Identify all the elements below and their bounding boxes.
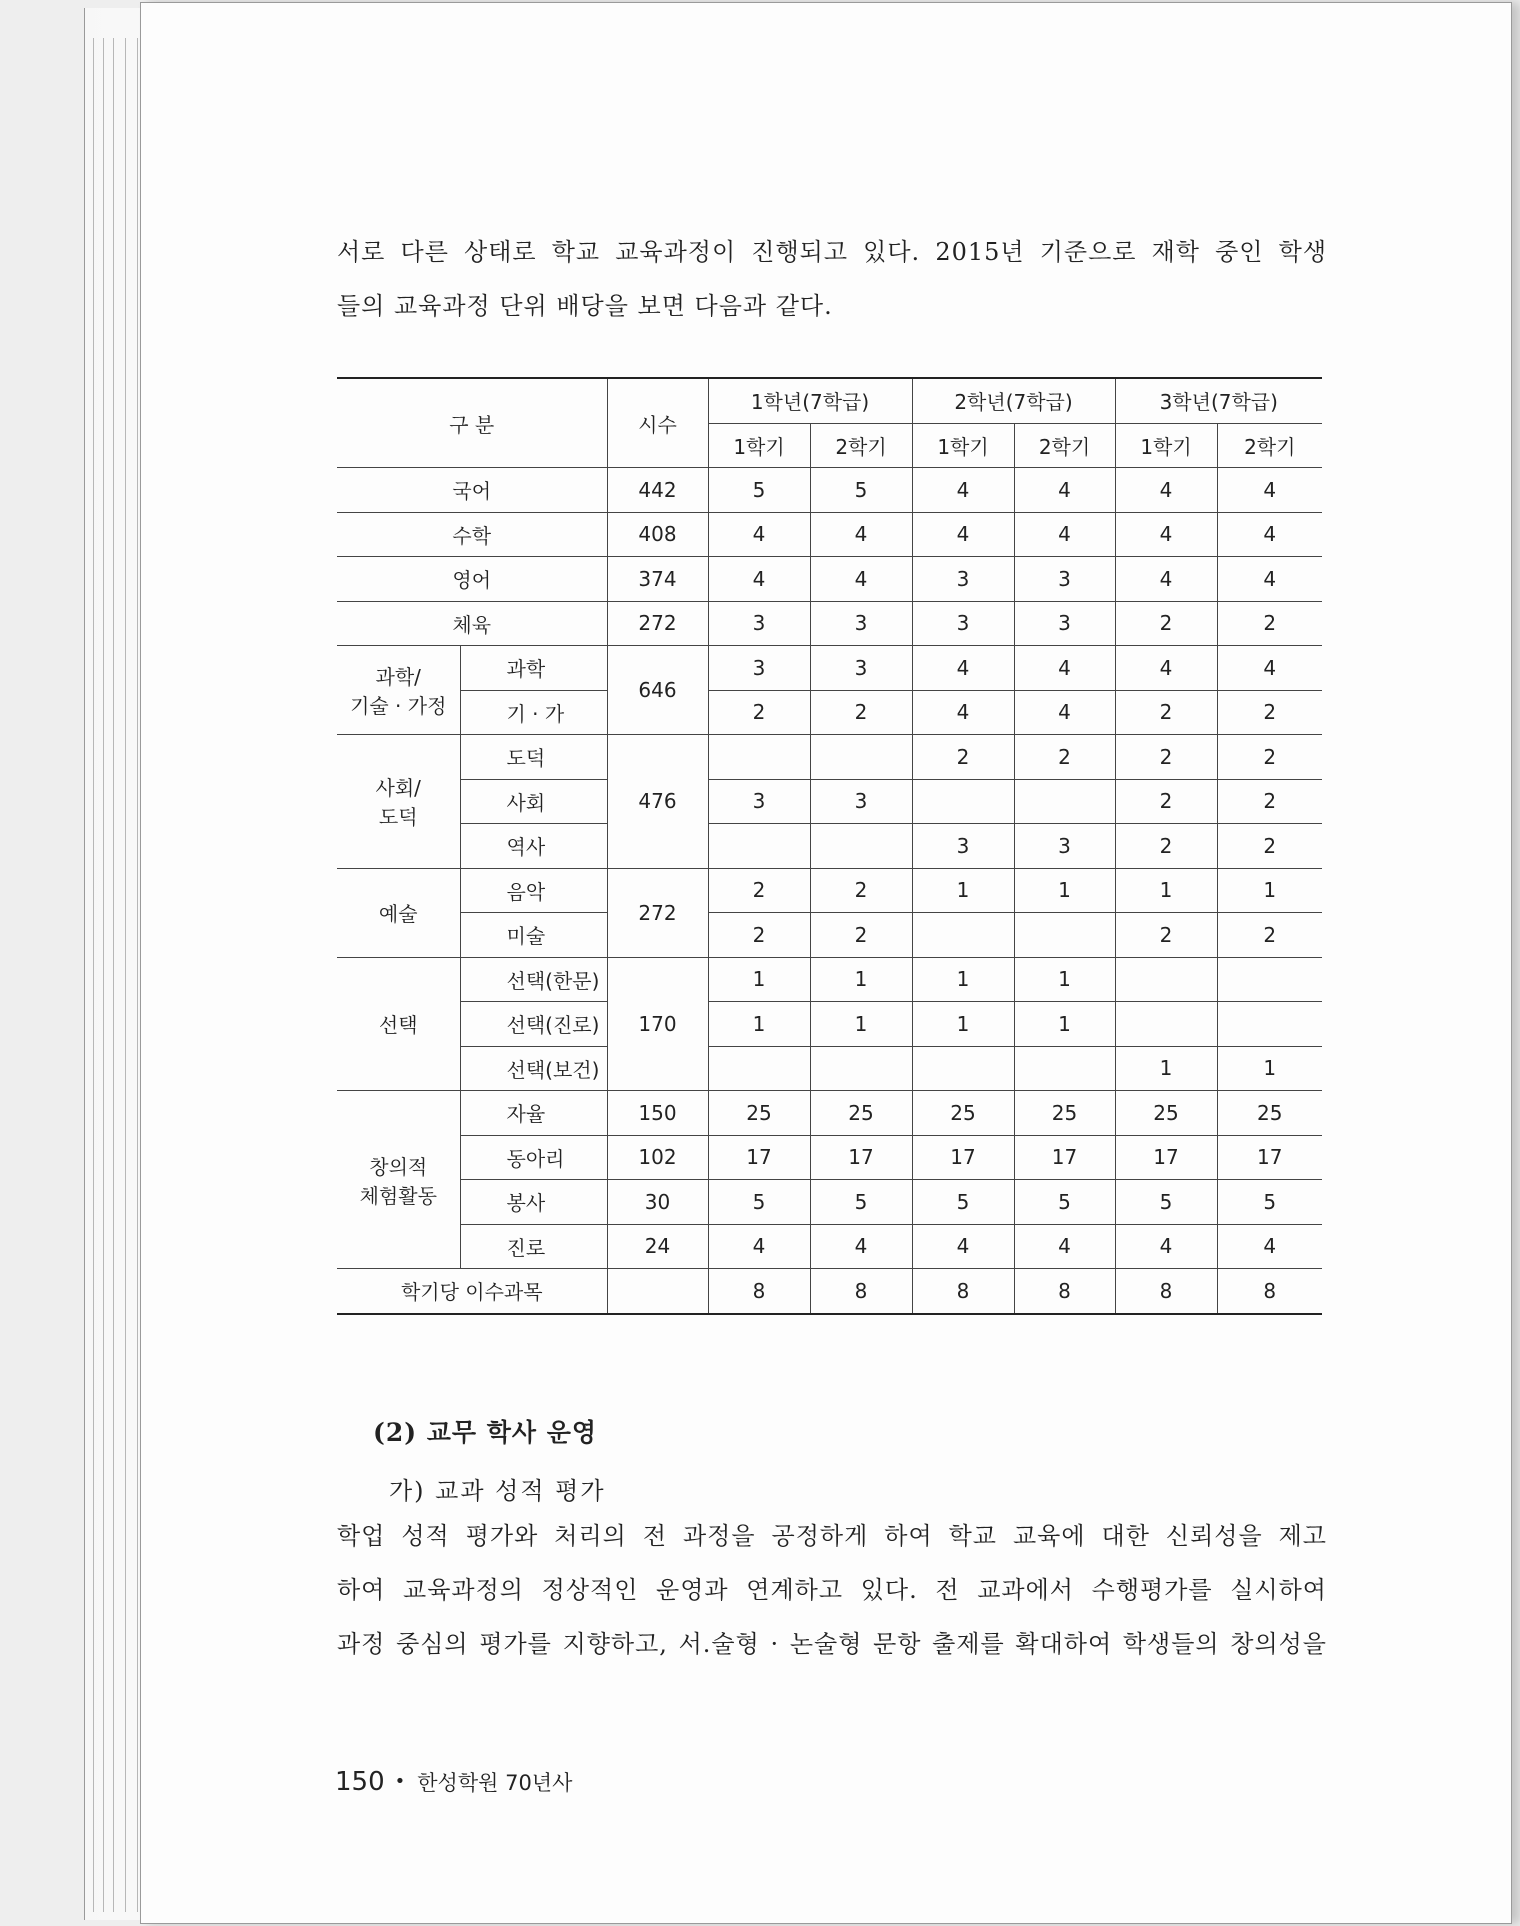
table-cell: 1	[1115, 1046, 1217, 1091]
hours-cell: 170	[607, 957, 708, 1091]
hours-cell: 442	[607, 468, 708, 513]
header-grade: 1학년(7학급)	[708, 378, 912, 423]
table-row	[337, 378, 1322, 423]
table-cell: 2	[1115, 690, 1217, 735]
table-cell: 1	[912, 1002, 1014, 1047]
table-cell: 25	[1115, 1091, 1217, 1136]
table-cell	[1217, 1002, 1322, 1047]
table-cell: 1	[912, 957, 1014, 1002]
table-cell: 2	[1217, 690, 1322, 735]
table-cell	[708, 1046, 810, 1091]
table-cell: 2	[1217, 824, 1322, 869]
table-cell: 3	[1014, 601, 1115, 646]
table-row	[337, 779, 1322, 824]
subject-cell: 동아리	[460, 1135, 607, 1180]
table-row	[337, 690, 1322, 735]
hours-cell: 272	[607, 868, 708, 957]
group-cell: 사회/ 도덕	[337, 735, 460, 869]
subject-cell: 미술	[460, 913, 607, 958]
table-cell: 3	[1014, 557, 1115, 602]
table-cell: 4	[1217, 1224, 1322, 1269]
subject-cell: 역사	[460, 824, 607, 869]
table-cell: 4	[708, 512, 810, 557]
table-cell: 8	[1014, 1269, 1115, 1314]
sub-heading: 가) 교과 성적 평가	[389, 1477, 606, 1505]
table-row	[337, 601, 1322, 646]
table-cell	[912, 913, 1014, 958]
table-cell	[912, 779, 1014, 824]
table-row	[337, 468, 1322, 513]
intro-paragraph	[337, 225, 1327, 333]
page-number: 150	[335, 1767, 385, 1797]
table-cell	[1014, 913, 1115, 958]
intro-line: 서로 다른 상태로 학교 교육과정이 진행되고 있다. 2015년 기준으로 재학 중인 학생	[337, 238, 1327, 266]
header-hours: 시수	[607, 378, 708, 468]
table-cell: 1	[1217, 868, 1322, 913]
header-category: 구 분	[337, 378, 607, 468]
table-cell	[1014, 779, 1115, 824]
hours-cell: 374	[607, 557, 708, 602]
group-cell: 과학/ 기술 · 가정	[337, 646, 460, 735]
table-cell: 4	[1014, 646, 1115, 691]
table-cell: 2	[1115, 601, 1217, 646]
table-cell: 5	[708, 468, 810, 513]
table-row	[337, 1269, 1322, 1314]
table-cell: 1	[1115, 868, 1217, 913]
table-cell: 2	[708, 690, 810, 735]
table-cell: 1	[1217, 1046, 1322, 1091]
hours-cell: 30	[607, 1180, 708, 1225]
table-cell: 17	[912, 1135, 1014, 1180]
header-term: 1학기	[708, 423, 810, 468]
intro-line: 들의 교육과정 단위 배당을 보면 다음과 같다.	[337, 292, 833, 320]
table-cell: 4	[912, 1224, 1014, 1269]
table-cell	[810, 824, 912, 869]
subject-cell: 수학	[337, 512, 607, 557]
table-cell: 5	[810, 468, 912, 513]
table-row	[337, 646, 1322, 691]
table-cell: 2	[1115, 735, 1217, 780]
table-cell: 2	[1217, 913, 1322, 958]
table-cell: 1	[810, 1002, 912, 1047]
table-cell: 4	[1014, 512, 1115, 557]
table-row	[337, 735, 1322, 780]
body-line: 학업 성적 평가와 처리의 전 과정을 공정하게 하여 학교 교육에 대한 신뢰성을 제고	[337, 1522, 1327, 1550]
body-paragraph	[337, 1509, 1327, 1671]
table-cell: 1	[708, 1002, 810, 1047]
page-footer	[335, 1767, 572, 1797]
table-cell: 17	[708, 1135, 810, 1180]
table-cell: 1	[912, 868, 1014, 913]
table-cell: 4	[1115, 557, 1217, 602]
subject-cell: 기 · 가	[460, 690, 607, 735]
table-cell: 25	[708, 1091, 810, 1136]
table-cell: 3	[912, 601, 1014, 646]
subject-cell: 사회	[460, 779, 607, 824]
table-cell: 17	[1014, 1135, 1115, 1180]
subject-cell: 과학	[460, 646, 607, 691]
table-cell: 2	[1217, 601, 1322, 646]
table-cell: 3	[912, 824, 1014, 869]
hours-cell: 272	[607, 601, 708, 646]
table-cell: 3	[708, 646, 810, 691]
subject-cell: 음악	[460, 868, 607, 913]
table-cell: 4	[912, 646, 1014, 691]
table-row	[337, 1180, 1322, 1225]
table-row	[337, 557, 1322, 602]
table-cell	[810, 735, 912, 780]
group-cell: 예술	[337, 868, 460, 957]
table-row	[337, 868, 1322, 913]
table-cell: 1	[1014, 957, 1115, 1002]
table-cell: 4	[810, 557, 912, 602]
table-cell: 2	[708, 868, 810, 913]
table-cell: 4	[1217, 557, 1322, 602]
curriculum-table	[337, 377, 1322, 1315]
subject-cell: 도덕	[460, 735, 607, 780]
header-grade: 3학년(7학급)	[1115, 378, 1322, 423]
table-cell: 8	[1217, 1269, 1322, 1314]
table-cell: 2	[810, 913, 912, 958]
table-cell: 5	[708, 1180, 810, 1225]
table-cell: 4	[1115, 646, 1217, 691]
separator-dot: •	[394, 1771, 406, 1792]
table-cell: 3	[810, 779, 912, 824]
table-cell: 4	[1014, 690, 1115, 735]
subject-cell: 자율	[460, 1091, 607, 1136]
table-cell: 1	[708, 957, 810, 1002]
hours-cell: 150	[607, 1091, 708, 1136]
table-cell: 4	[810, 1224, 912, 1269]
table-cell: 2	[810, 690, 912, 735]
body-line: 하여 교육과정의 정상적인 운영과 연계하고 있다. 전 교과에서 수행평가를 실시하여	[337, 1576, 1327, 1604]
table-cell: 4	[1217, 468, 1322, 513]
table-cell: 4	[912, 690, 1014, 735]
table-cell: 4	[810, 512, 912, 557]
table-cell: 5	[912, 1180, 1014, 1225]
hours-cell: 102	[607, 1135, 708, 1180]
table-cell: 5	[1115, 1180, 1217, 1225]
subject-cell: 진로	[460, 1224, 607, 1269]
table-row	[337, 1002, 1322, 1047]
table-row	[337, 1091, 1322, 1136]
table-cell: 1	[810, 957, 912, 1002]
group-cell: 창의적 체험활동	[337, 1091, 460, 1269]
table-cell: 3	[708, 601, 810, 646]
table-cell: 8	[912, 1269, 1014, 1314]
table-cell	[912, 1046, 1014, 1091]
hours-cell	[607, 1269, 708, 1314]
header-term: 2학기	[1014, 423, 1115, 468]
table-cell: 2	[912, 735, 1014, 780]
table-cell: 2	[1014, 735, 1115, 780]
hours-cell: 24	[607, 1224, 708, 1269]
table-cell: 4	[1217, 646, 1322, 691]
subject-cell: 체육	[337, 601, 607, 646]
book-title: 한성학원 70년사	[417, 1771, 573, 1795]
table-row	[337, 1224, 1322, 1269]
table-row	[337, 512, 1322, 557]
table-cell: 4	[1115, 512, 1217, 557]
table-cell	[708, 824, 810, 869]
hours-cell: 646	[607, 646, 708, 735]
table-cell: 1	[1014, 1002, 1115, 1047]
table-cell: 4	[708, 1224, 810, 1269]
table-cell: 17	[1115, 1135, 1217, 1180]
table-cell: 4	[1217, 512, 1322, 557]
table-cell	[708, 735, 810, 780]
table-cell: 3	[912, 557, 1014, 602]
table-cell	[1217, 957, 1322, 1002]
subject-cell: 선택(한문)	[460, 957, 607, 1002]
table-cell: 8	[810, 1269, 912, 1314]
table-cell: 4	[1115, 468, 1217, 513]
table-cell: 8	[1115, 1269, 1217, 1314]
table-cell: 4	[708, 557, 810, 602]
table-cell	[1115, 1002, 1217, 1047]
table-cell: 2	[708, 913, 810, 958]
table-row	[337, 1046, 1322, 1091]
table-cell: 4	[912, 468, 1014, 513]
table-cell: 2	[1115, 824, 1217, 869]
table-cell: 4	[1014, 468, 1115, 513]
table-cell: 25	[1014, 1091, 1115, 1136]
table-cell: 2	[1217, 735, 1322, 780]
table-row	[337, 824, 1322, 869]
table-cell: 25	[912, 1091, 1014, 1136]
table-cell: 2	[1115, 779, 1217, 824]
table-cell: 2	[810, 868, 912, 913]
table-cell: 5	[810, 1180, 912, 1225]
section-heading: (2) 교무 학사 운영	[373, 1418, 598, 1447]
header-term: 1학기	[912, 423, 1014, 468]
table-cell: 17	[810, 1135, 912, 1180]
table-cell	[1014, 1046, 1115, 1091]
book-page	[140, 2, 1512, 1924]
header-term: 2학기	[1217, 423, 1322, 468]
table-cell: 4	[1014, 1224, 1115, 1269]
subject-cell: 봉사	[460, 1180, 607, 1225]
table-cell: 1	[1014, 868, 1115, 913]
body-line: 과정 중심의 평가를 지향하고, 서.술형 · 논술형 문항 출제를 확대하여 학생들의 창의성을	[337, 1630, 1327, 1658]
hours-cell: 408	[607, 512, 708, 557]
table-cell: 25	[1217, 1091, 1322, 1136]
subject-cell: 선택(보건)	[460, 1046, 607, 1091]
header-term: 1학기	[1115, 423, 1217, 468]
table-cell: 5	[1217, 1180, 1322, 1225]
table-cell: 5	[1014, 1180, 1115, 1225]
table-row	[337, 1135, 1322, 1180]
subject-cell: 선택(진로)	[460, 1002, 607, 1047]
table-cell: 2	[1115, 913, 1217, 958]
table-cell: 4	[912, 512, 1014, 557]
table-cell: 3	[810, 601, 912, 646]
table-cell: 25	[810, 1091, 912, 1136]
footer-row-label: 학기당 이수과목	[337, 1269, 607, 1314]
table-row	[337, 957, 1322, 1002]
hours-cell: 476	[607, 735, 708, 869]
table-cell: 2	[1217, 779, 1322, 824]
subject-cell: 국어	[337, 468, 607, 513]
table-cell: 3	[810, 646, 912, 691]
table-cell: 3	[708, 779, 810, 824]
header-grade: 2학년(7학급)	[912, 378, 1115, 423]
table-cell: 17	[1217, 1135, 1322, 1180]
table-cell	[810, 1046, 912, 1091]
table-cell: 4	[1115, 1224, 1217, 1269]
table-cell: 8	[708, 1269, 810, 1314]
group-cell: 선택	[337, 957, 460, 1091]
table-cell: 3	[1014, 824, 1115, 869]
subject-cell: 영어	[337, 557, 607, 602]
header-term: 2학기	[810, 423, 912, 468]
table-cell	[1115, 957, 1217, 1002]
table-row	[337, 913, 1322, 958]
